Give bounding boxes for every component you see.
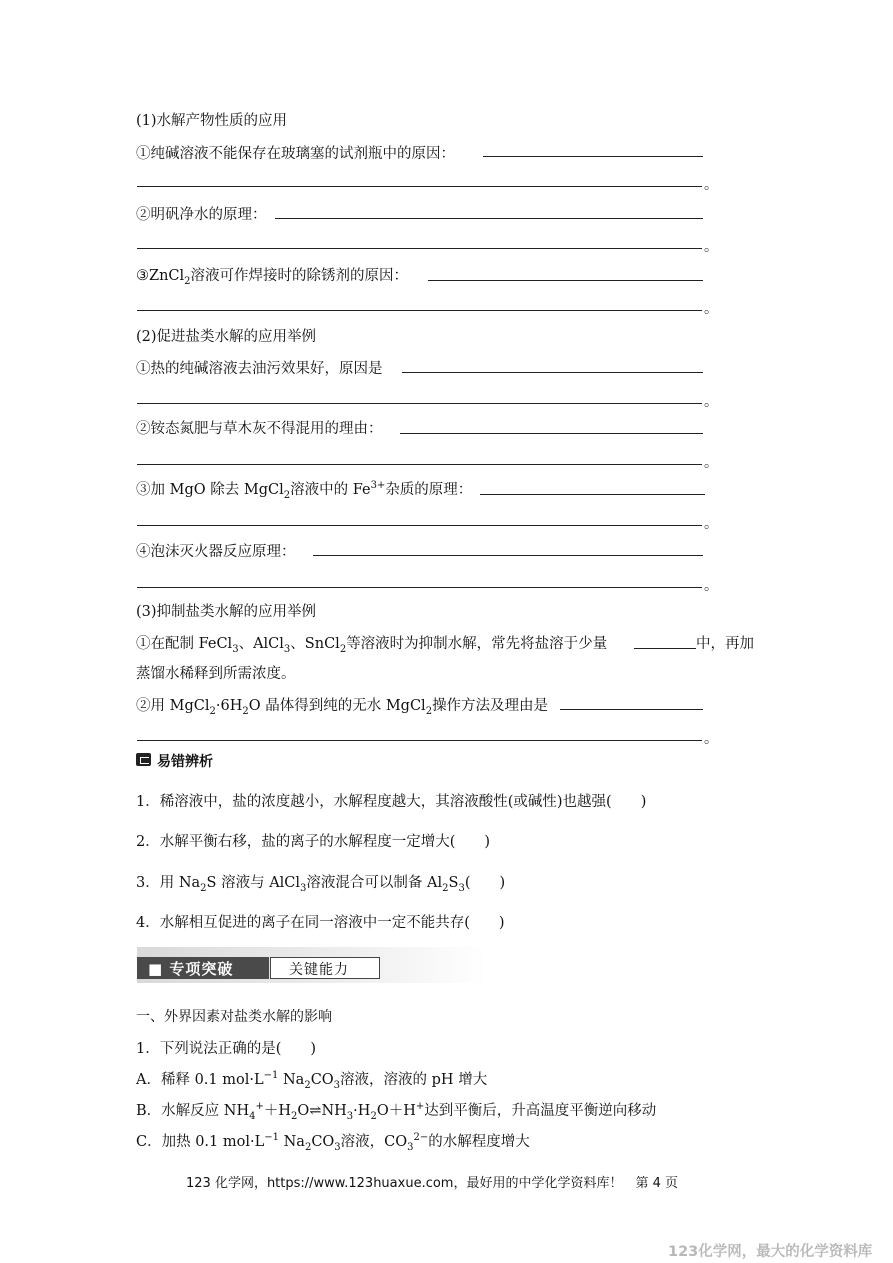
answer-line[interactable]	[137, 186, 702, 187]
answer-line[interactable]	[400, 433, 703, 434]
banner-tag: 关键能力	[270, 957, 380, 979]
question-3-1-line2: 蒸馏水稀释到所需浓度。	[136, 666, 296, 682]
question-3-2: ②用 $MgCl_2\cdot 6H_2O$ 晶体得到纯的无水 MgCl$_2$操作方法及理由是	[136, 698, 549, 717]
period-mark: 。	[704, 394, 718, 410]
page-footer: 123 化学网，https://www.123huaxue.com，最好用的中学化学资料库！ 第 4 页	[186, 1176, 679, 1191]
banner-title: ■ 专项突破	[148, 960, 234, 978]
question-3-1-tail: 中，再加	[696, 636, 754, 652]
period-mark: 。	[704, 731, 718, 747]
error-analysis-icon	[136, 753, 151, 766]
mcq-option-c: C．加热 0.1 $mol\cdot L^{-1}$ $Na_2CO_3$溶液，$CO_3^{2-}$的水解程度增大	[136, 1132, 530, 1153]
mcq-question-1: 1．下列说法正确的是( )	[136, 1041, 317, 1057]
answer-line[interactable]	[402, 372, 703, 373]
question-1-3: ③ZnCl$_2$溶液可作焊接时的除锈剂的原因：	[136, 268, 409, 287]
answer-line[interactable]	[137, 248, 702, 249]
answer-line[interactable]	[428, 280, 703, 281]
question-2-4: ④泡沫灭火器反应原理：	[136, 544, 296, 560]
section-2-heading: (2)促进盐类水解的应用举例	[136, 329, 317, 345]
question-1-1: ①纯碱溶液不能保存在玻璃塞的试剂瓶中的原因：	[136, 146, 455, 162]
answer-line[interactable]	[480, 494, 705, 495]
answer-line[interactable]	[560, 709, 703, 710]
question-2-1: ①热的纯碱溶液去油污效果好，原因是	[136, 361, 383, 377]
answer-line[interactable]	[137, 310, 702, 311]
period-mark: 。	[704, 301, 718, 317]
equilibrium-arrow-icon: ⇌	[309, 1103, 322, 1119]
answer-line[interactable]	[137, 403, 702, 404]
error-analysis-title: 易错辨析	[157, 754, 213, 770]
answer-line[interactable]	[137, 525, 702, 526]
answer-line[interactable]	[137, 587, 702, 588]
answer-line[interactable]	[137, 740, 702, 741]
question-1-2: ②明矾净水的原理：	[136, 207, 267, 223]
section-1-heading: (1)水解产物性质的应用	[136, 113, 288, 129]
part-1-heading: 一、外界因素对盐类水解的影响	[136, 1009, 332, 1025]
answer-line[interactable]	[634, 648, 696, 649]
judgement-item-1: 1．稀溶液中，盐的浓度越小，水解程度越大，其溶液酸性(或碱性)也越强( )	[136, 794, 647, 810]
site-watermark: 123化学网，最大的化学资料库	[668, 1244, 873, 1260]
question-2-2: ②铵态氮肥与草木灰不得混用的理由：	[136, 421, 383, 437]
answer-line[interactable]	[275, 218, 703, 219]
question-2-3: ③加 MgO 除去 MgCl$_2$溶液中的 $Fe^{3+}$杂质的原理：	[136, 480, 473, 501]
period-mark: 。	[704, 239, 718, 255]
answer-line[interactable]	[137, 464, 702, 465]
answer-line[interactable]	[483, 156, 703, 157]
period-mark: 。	[704, 455, 718, 471]
mcq-option-b: B．水解反应 $NH_4^++H_2O\rightleftharpoons NH_3\cdot H_2O+H^+$达到平衡后，升高温度平衡逆向移动	[136, 1101, 657, 1122]
period-mark: 。	[704, 177, 718, 193]
section-3-heading: (3)抑制盐类水解的应用举例	[136, 604, 317, 620]
answer-line[interactable]	[313, 555, 703, 556]
period-mark: 。	[704, 578, 718, 594]
judgement-item-4: 4．水解相互促进的离子在同一溶液中一定不能共存( )	[136, 915, 505, 931]
mcq-option-a: A．稀释 0.1 $mol\cdot L^{-1}$ $Na_2CO_3$溶液，溶液的 pH 增大	[136, 1070, 488, 1091]
judgement-item-2: 2．水解平衡右移，盐的离子的水解程度一定增大( )	[136, 834, 491, 850]
judgement-item-3: 3．用 $Na_2S$ 溶液与 AlCl$_3$溶液混合可以制备 $Al_2S_3$( )	[136, 875, 506, 894]
question-3-1: ①在配制 FeCl$_3$、AlCl$_3$、SnCl$_2$等溶液时为抑制水解，常先将盐溶于少量	[136, 636, 608, 655]
period-mark: 。	[704, 516, 718, 532]
